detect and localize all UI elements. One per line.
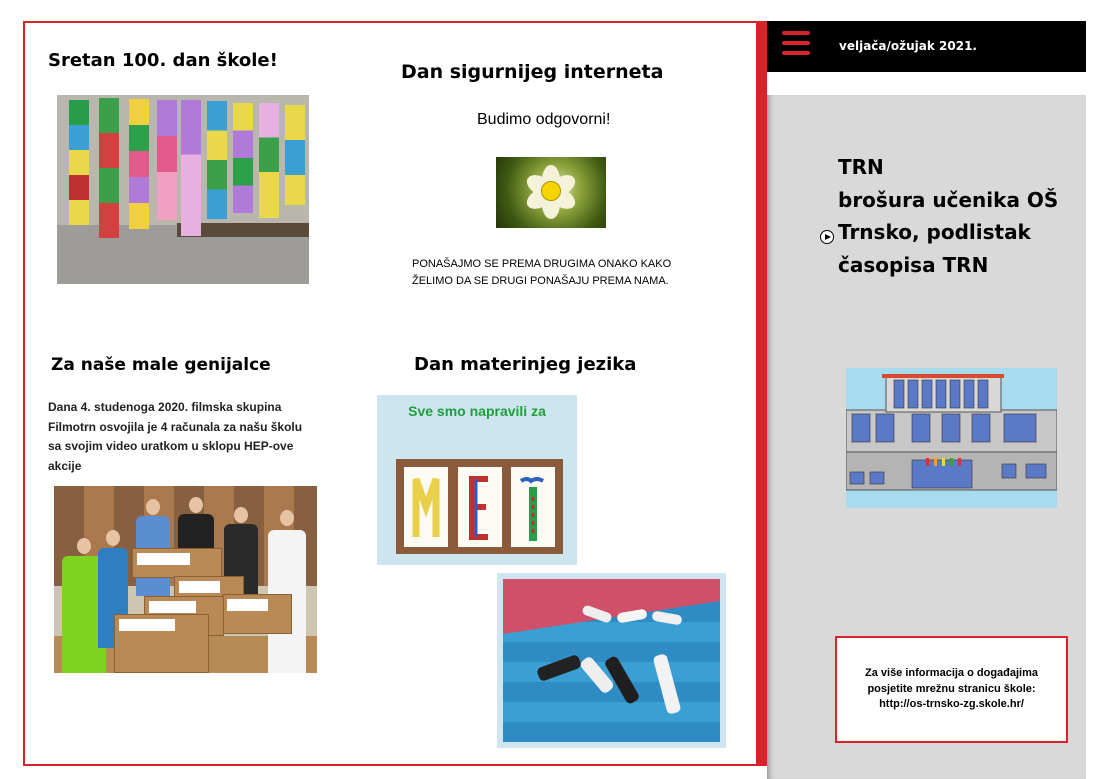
issue-date: veljača/ožujak 2021. bbox=[839, 39, 977, 53]
sidebar-title-line-1: TRN bbox=[838, 155, 884, 179]
article-title-100-dan: Sretan 100. dan škole! bbox=[48, 50, 278, 71]
photo-smiley-flower bbox=[496, 157, 606, 228]
hamburger-menu-icon[interactable] bbox=[782, 31, 810, 55]
article-title-materinji-jezik: Dan materinjeg jezika bbox=[414, 354, 637, 375]
article-title-genijalci: Za naše male genijalce bbox=[51, 355, 271, 375]
article-title-siguran-internet: Dan sigurnijeg interneta bbox=[401, 61, 664, 83]
red-divider-bar bbox=[756, 21, 767, 766]
info-box: Za više informacija o događajima posjetite mrežnu stranicu škole: http://os-trnsko-zg.skole.hr/ bbox=[835, 636, 1068, 743]
photo-kids-on-mat bbox=[497, 573, 726, 748]
photo-hep-computers bbox=[54, 486, 317, 673]
photo-100-days-strips bbox=[57, 95, 309, 284]
smiley-face-icon bbox=[541, 181, 561, 201]
photo-mej-letters bbox=[377, 395, 577, 565]
school-building-drawing bbox=[846, 368, 1057, 508]
article-text-genijalci: Dana 4. studenoga 2020. filmska skupina Filmotrn osvojila je 4 računala za našu školu sa svojim video uratkom u sklopu HEP-ove akcije bbox=[48, 400, 303, 473]
play-icon[interactable] bbox=[820, 230, 834, 244]
image-caption: Sve smo napravili za bbox=[408, 403, 546, 419]
article-quote: PONAŠAJMO SE PREMA DRUGIMA ONAKO KAKO ŽELIMO DA SE DRUGI PONAŠAJU PREMA NAMA. bbox=[412, 258, 672, 287]
sidebar-title bbox=[838, 151, 1078, 281]
sidebar-title-line-2: brošura učenika OŠ Trnsko, podlistak časopisa TRN bbox=[838, 187, 1059, 277]
article-subtitle: Budimo odgovorni! bbox=[477, 111, 611, 128]
